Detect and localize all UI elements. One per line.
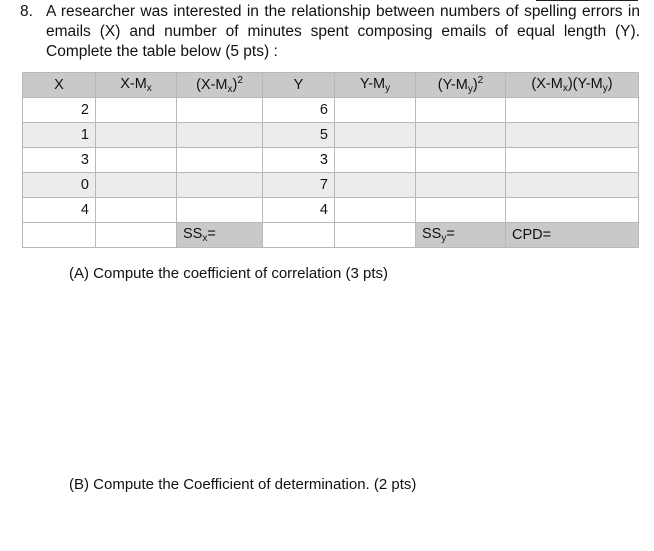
data-table	[22, 72, 639, 248]
question-number: 8.	[20, 3, 33, 20]
cell-x: 3	[23, 148, 96, 173]
cell-x-deviation-squared[interactable]	[177, 148, 263, 173]
cell-x-deviation[interactable]	[96, 198, 177, 223]
header-x-deviation-squared: $(X-M_x)^2$	[177, 73, 263, 98]
cell-y-deviation-squared[interactable]	[416, 98, 506, 123]
cell-y-deviation-squared[interactable]	[416, 198, 506, 223]
cell-y-deviation[interactable]	[335, 123, 416, 148]
cell-y: 3	[263, 148, 335, 173]
header-cross-product: $(X-M_x)(Y-M_y)$	[506, 73, 639, 98]
header-y-deviation: $Y-M_y$	[335, 73, 416, 98]
answer-blank-line	[536, 0, 638, 1]
cell-x-deviation[interactable]	[96, 98, 177, 123]
cell-y: 4	[263, 198, 335, 223]
table-row	[23, 123, 639, 148]
part-a-prompt: (A) Compute the coefficient of correlation (3 pts)	[69, 265, 389, 282]
header-y: Y	[263, 73, 335, 98]
ss-y-cell[interactable]: $SS_y=$	[416, 223, 506, 248]
cell-cross-product[interactable]	[506, 98, 639, 123]
cell-y-deviation[interactable]	[335, 198, 416, 223]
part-b-prompt: (B) Compute the Coefficient of determination. (2 pts)	[69, 476, 417, 493]
cell-y-deviation[interactable]	[335, 173, 416, 198]
cell-y-deviation[interactable]	[335, 148, 416, 173]
cell-x-deviation-squared[interactable]	[177, 98, 263, 123]
question-text: A researcher was interested in the relationship between numbers of spelling errors in emails (X) and number of minutes spent composing emails of equal length (Y). Complete the table below (5 pts) :	[46, 3, 640, 60]
summary-blank-y	[263, 223, 335, 248]
cell-x-deviation[interactable]	[96, 173, 177, 198]
header-y-deviation-squared: $(Y-M_y)^2$	[416, 73, 506, 98]
summary-blank-y-deviation	[335, 223, 416, 248]
cell-x: 1	[23, 123, 96, 148]
cell-x-deviation[interactable]	[96, 123, 177, 148]
header-x-deviation: $X-M_x$	[96, 73, 177, 98]
table-header-row	[23, 73, 639, 98]
cell-y-deviation[interactable]	[335, 98, 416, 123]
cell-y: 5	[263, 123, 335, 148]
question-block	[20, 2, 640, 62]
table-row	[23, 148, 639, 173]
cell-cross-product[interactable]	[506, 198, 639, 223]
table-row	[23, 198, 639, 223]
ss-x-cell[interactable]: $SS_x=$	[177, 223, 263, 248]
cell-x: 2	[23, 98, 96, 123]
cell-y-deviation-squared[interactable]	[416, 173, 506, 198]
cell-y: 6	[263, 98, 335, 123]
cell-cross-product[interactable]	[506, 148, 639, 173]
cell-x-deviation-squared[interactable]	[177, 173, 263, 198]
cell-y-deviation-squared[interactable]	[416, 123, 506, 148]
header-x: X	[23, 73, 96, 98]
cell-x-deviation-squared[interactable]	[177, 123, 263, 148]
summary-blank-x	[23, 223, 96, 248]
table-row	[23, 173, 639, 198]
cell-x: 0	[23, 173, 96, 198]
cell-x-deviation-squared[interactable]	[177, 198, 263, 223]
cell-x-deviation[interactable]	[96, 148, 177, 173]
cpd-cell[interactable]: CPD=	[506, 223, 639, 248]
cell-y-deviation-squared[interactable]	[416, 148, 506, 173]
cell-cross-product[interactable]	[506, 173, 639, 198]
cell-cross-product[interactable]	[506, 123, 639, 148]
table-summary-row	[23, 223, 639, 248]
cell-y: 7	[263, 173, 335, 198]
cell-x: 4	[23, 198, 96, 223]
summary-blank-x-deviation	[96, 223, 177, 248]
table-row	[23, 98, 639, 123]
